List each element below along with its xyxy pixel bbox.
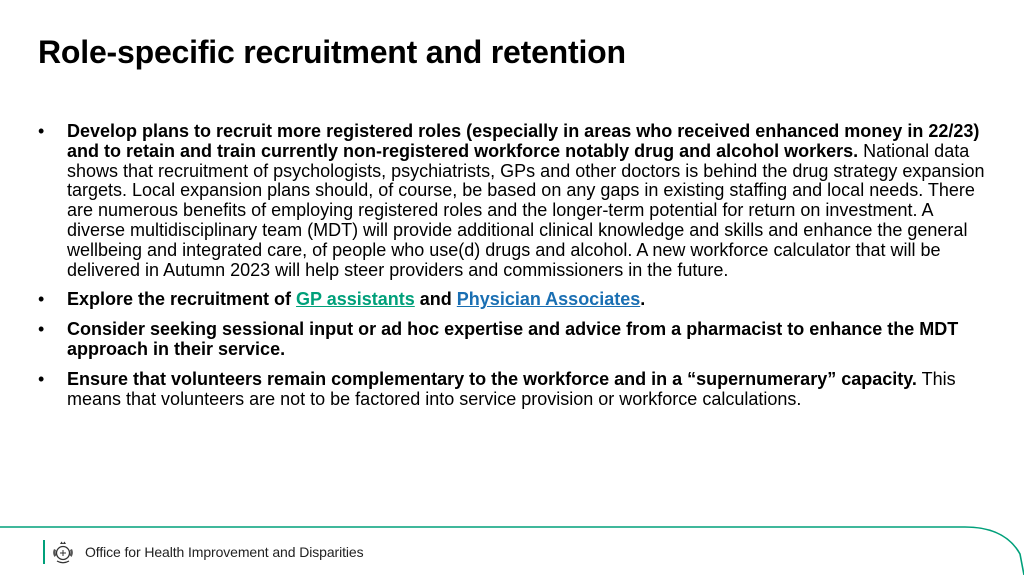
gp-assistants-link[interactable]: GP assistants	[296, 289, 415, 310]
bullet-explore-recruitment	[38, 290, 988, 310]
footer-logo	[43, 539, 363, 565]
physician-associates-link[interactable]: Physician Associates	[456, 289, 641, 310]
bullet-heading: Consider seeking sessional input or ad hoc expertise and advice from a pharmacist to enhance the MDT approach in their service.	[67, 319, 959, 359]
bullet-volunteers	[38, 370, 988, 410]
royal-crest-icon	[50, 539, 76, 565]
bullet-connector: and	[414, 289, 457, 310]
bullet-heading: Develop plans to recruit more registered roles (especially in areas who received enhanced money in 22/23) and to retain and train currently non-registered workforce notably drug and alcohol workers.	[67, 121, 980, 161]
bullet-body: This means that volunteers are not to be factored into service provision or workforce calculations.	[67, 368, 956, 409]
bullet-marker: •	[38, 289, 45, 310]
footer-org-name: Office for Health Improvement and Disparities	[85, 544, 364, 560]
bullet-body: National data shows that recruitment of psychologists, psychiatrists, GPs and other doctors is behind the drug strategy expansion targets. Local expansion plans should, of course, be based on any gaps in existing staffing and local needs. There are numerous benefits of employing registered roles and the longer-term potential for return on investment. A diverse multidisciplinary team (MDT) will provide additional clinical knowledge and skills and enhance the general wellbeing and integrated care, of people who use(d) drugs and alcohol. A new workforce calculator that will be delivered in Autumn 2023 will help steer providers and commissioners in the future.	[67, 140, 985, 280]
bullet-heading: Explore the recruitment of	[67, 289, 297, 310]
bullet-list	[38, 122, 988, 419]
bullet-marker: •	[38, 121, 45, 141]
bullet-pharmacist-input	[38, 320, 988, 360]
footer-rule	[43, 540, 45, 564]
bullet-marker: •	[38, 368, 45, 389]
bullet-heading: Ensure that volunteers remain complementary to the workforce and in a “supernumerary” capacity.	[67, 368, 917, 389]
bullet-period: .	[640, 289, 646, 310]
slide-title: Role-specific recruitment and retention	[38, 34, 626, 70]
bullet-marker: •	[38, 319, 45, 340]
bullet-recruit-registered-roles	[38, 122, 988, 280]
